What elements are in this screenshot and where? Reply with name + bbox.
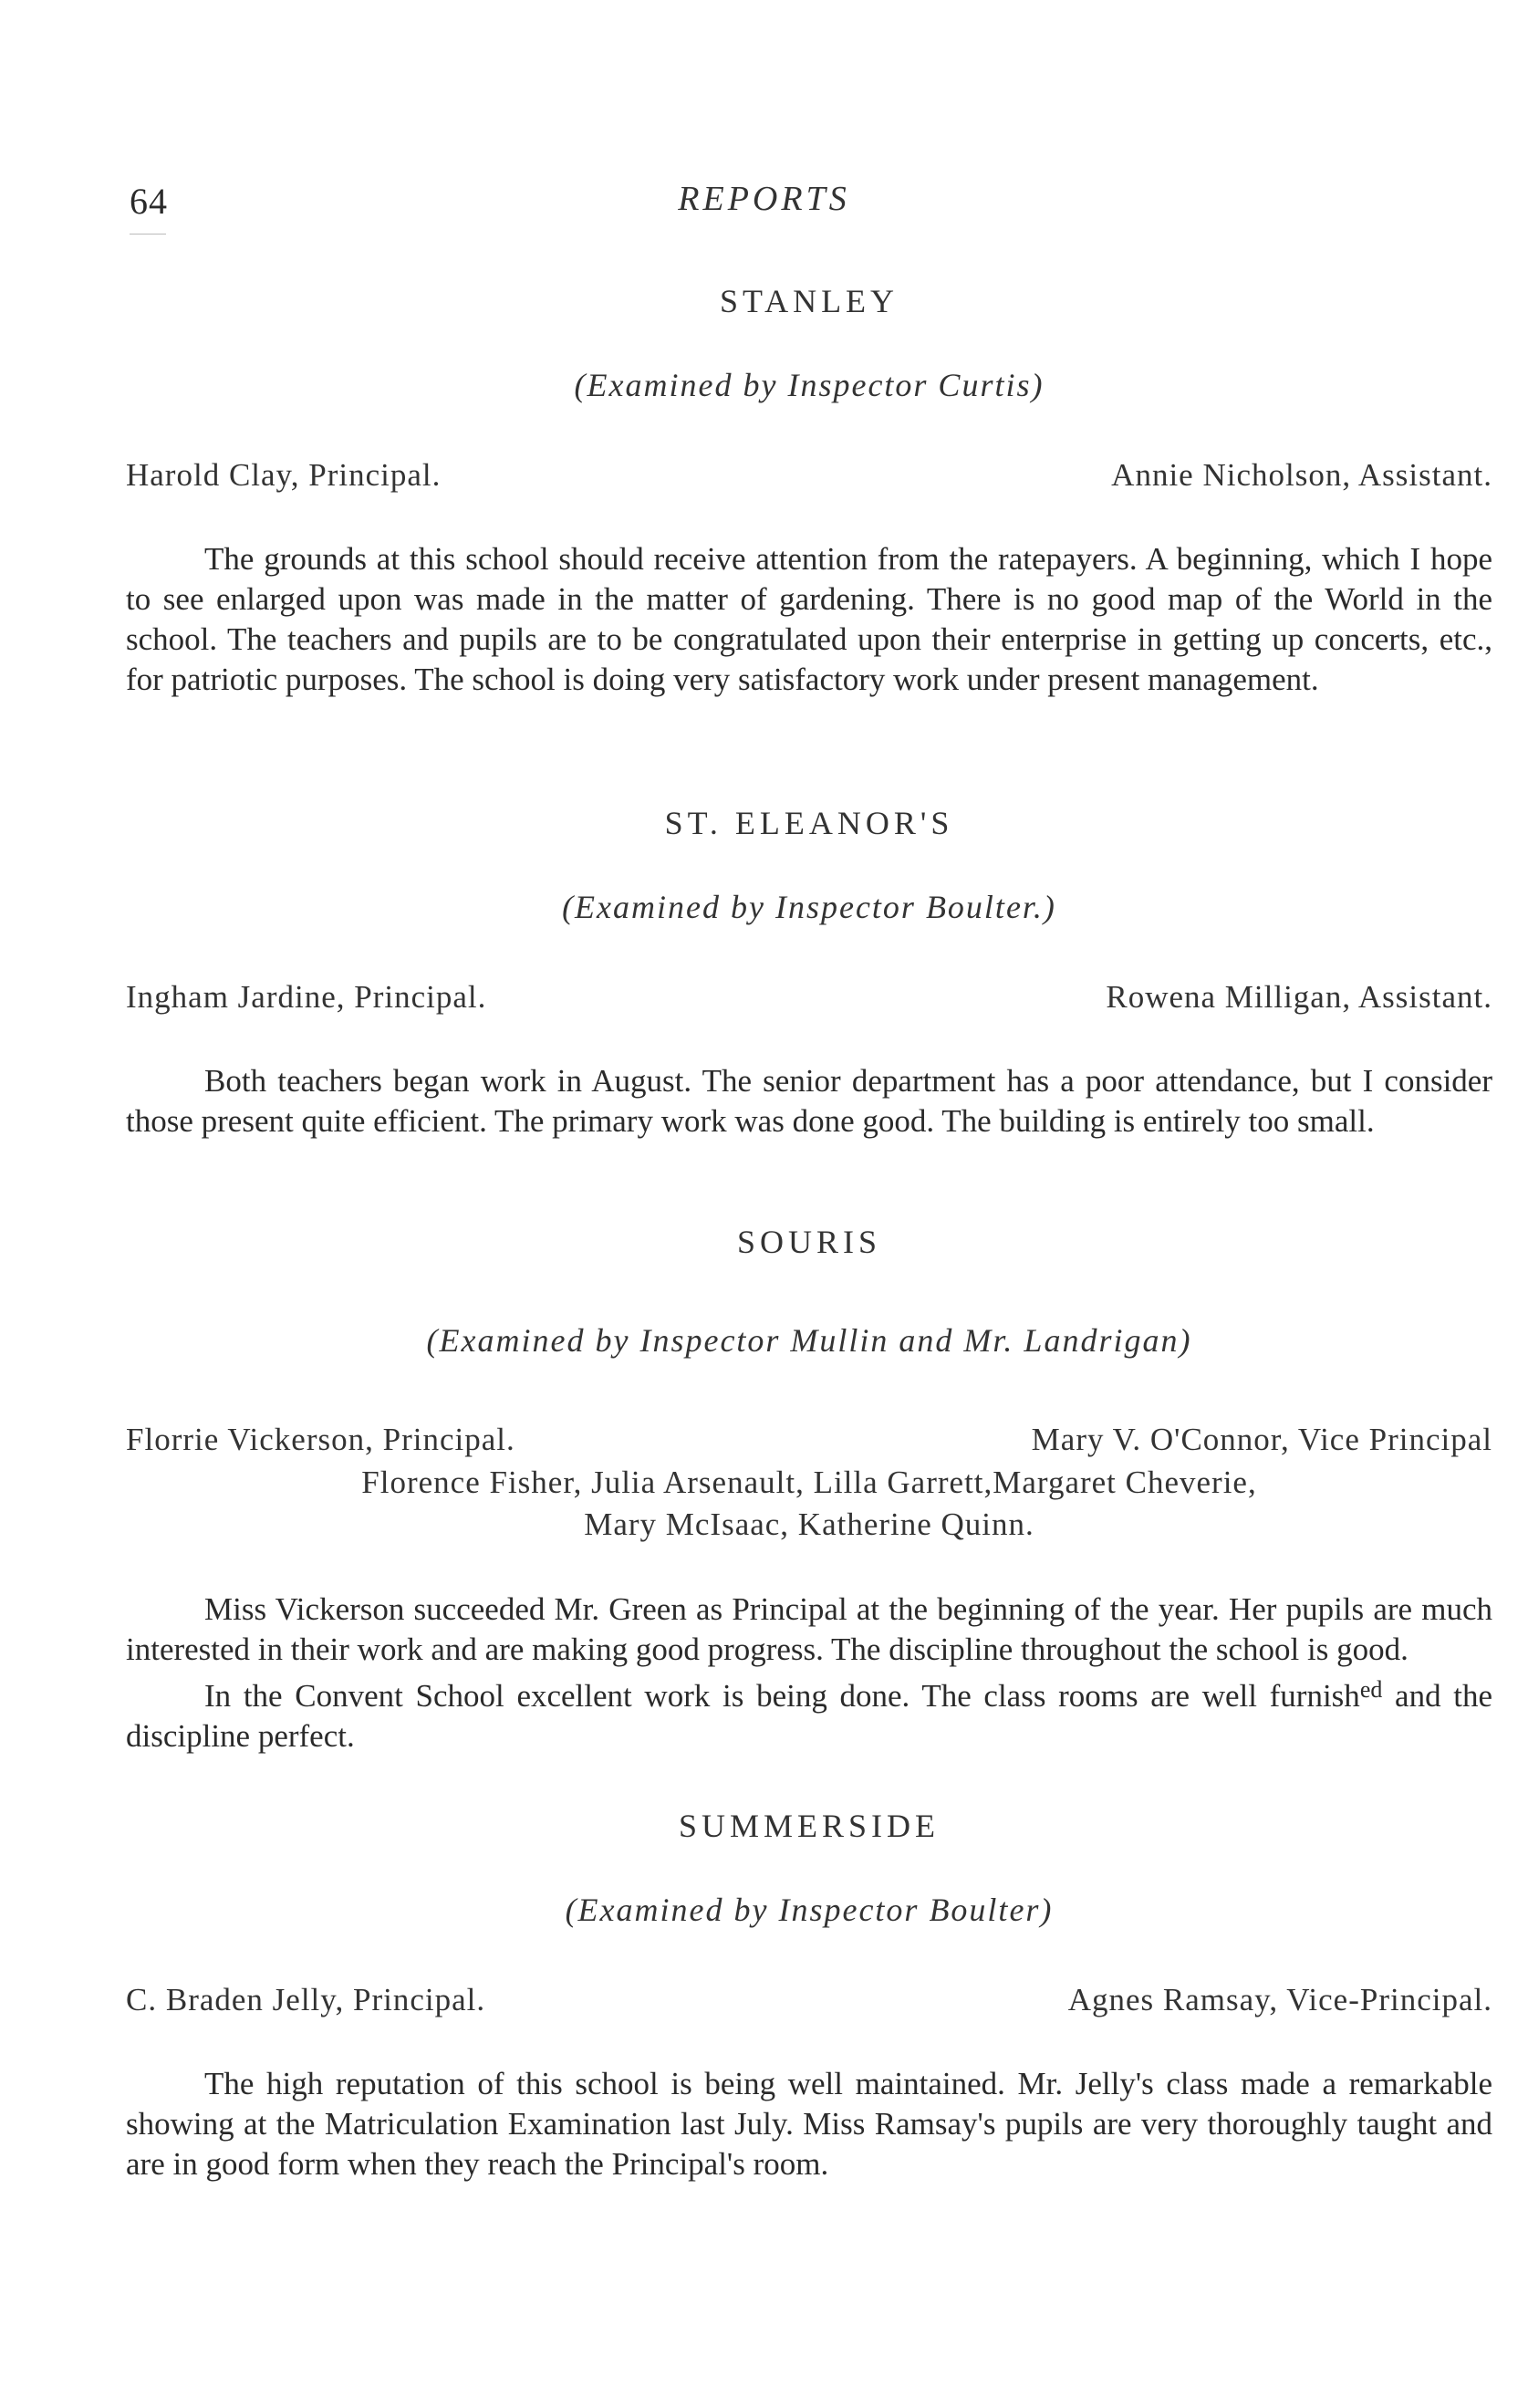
report-body — [126, 539, 1492, 700]
superscript-text: ed — [1359, 1676, 1383, 1703]
report-body — [126, 2064, 1492, 2184]
staff-row — [126, 453, 1492, 497]
paragraph-text: In the Convent School excellent work is being done. The class rooms are well furnish — [204, 1678, 1360, 1714]
school-name: SOURIS — [736, 1224, 882, 1260]
school-name: STANLEY — [719, 283, 899, 319]
running-head: REPORTS — [678, 180, 850, 218]
examiner-line: (Examined by Inspector Curtis) — [574, 367, 1045, 403]
vice-principal-name: Agnes Ramsay, Vice-Principal. — [1067, 1982, 1492, 2017]
assistant-list-line: Mary McIsaac, Katherine Quinn. — [584, 1506, 1034, 1542]
report-paragraph: Both teachers began work in August. The senior department has a poor attendance, but I consider those present quite efficient. The primary work was done good. The building is entirely too small. — [126, 1063, 1492, 1139]
staff-row — [126, 975, 1492, 1019]
section-summerside — [126, 1803, 1492, 2184]
report-body — [126, 1061, 1492, 1141]
staff-row — [126, 1418, 1492, 1462]
page-number: 64 — [130, 181, 168, 222]
school-name: SUMMERSIDE — [678, 1808, 941, 1844]
section-stanley — [126, 278, 1492, 700]
paragraph-text: and the discipline perfect. — [126, 1678, 1493, 1754]
principal-name: C. Braden Jelly, Principal. — [126, 1982, 486, 2017]
assistant-name: Annie Nicholson, Assistant. — [1111, 457, 1492, 493]
principal-name: Ingham Jardine, Principal. — [126, 979, 487, 1015]
principal-name: Florrie Vickerson, Principal. — [126, 1422, 515, 1457]
report-paragraph — [126, 1670, 1492, 1756]
report-paragraph: Miss Vickerson succeeded Mr. Green as Principal at the beginning of the year. Her pupils are much interested in their work and are making good progress. The discipline throughout the school is good. — [126, 1591, 1492, 1667]
header-rule — [130, 234, 166, 235]
school-name: ST. ELEANOR'S — [664, 805, 954, 841]
report-paragraph: The high reputation of this school is being well maintained. Mr. Jelly's class made a remarkable showing at the Matriculation Examination last July. Miss Ramsay's pupils are very thoroughly taught and are in good form when they reach the Principal's room. — [126, 2066, 1492, 2182]
report-paragraph: The grounds at this school should receive attention from the ratepayers. A beginning, which I hope to see enlarged upon was made in the matter of gardening. There is no good map of the World in the school. The teachers and pupils are to be congratulated upon their enterprise in getting up concerts, etc., for patriotic purposes. The school is doing very satisfactory work under present management. — [126, 541, 1492, 697]
section-st-eleanors — [126, 800, 1492, 1141]
staff-row — [126, 1978, 1492, 2022]
assistant-list-line: Florence Fisher, Julia Arsenault, Lilla Garrett,Margaret Cheverie, — [361, 1465, 1257, 1500]
examiner-line: (Examined by Inspector Boulter) — [565, 1892, 1054, 1928]
examiner-line: (Examined by Inspector Boulter.) — [562, 889, 1056, 925]
report-body — [126, 1590, 1492, 1756]
section-souris — [126, 1219, 1492, 1756]
principal-name: Harold Clay, Principal. — [126, 457, 442, 493]
examiner-line: (Examined by Inspector Mullin and Mr. Landrigan) — [426, 1322, 1192, 1359]
assistant-name: Rowena Milligan, Assistant. — [1106, 979, 1492, 1015]
vice-principal-name: Mary V. O'Connor, Vice Principal — [1031, 1422, 1492, 1457]
